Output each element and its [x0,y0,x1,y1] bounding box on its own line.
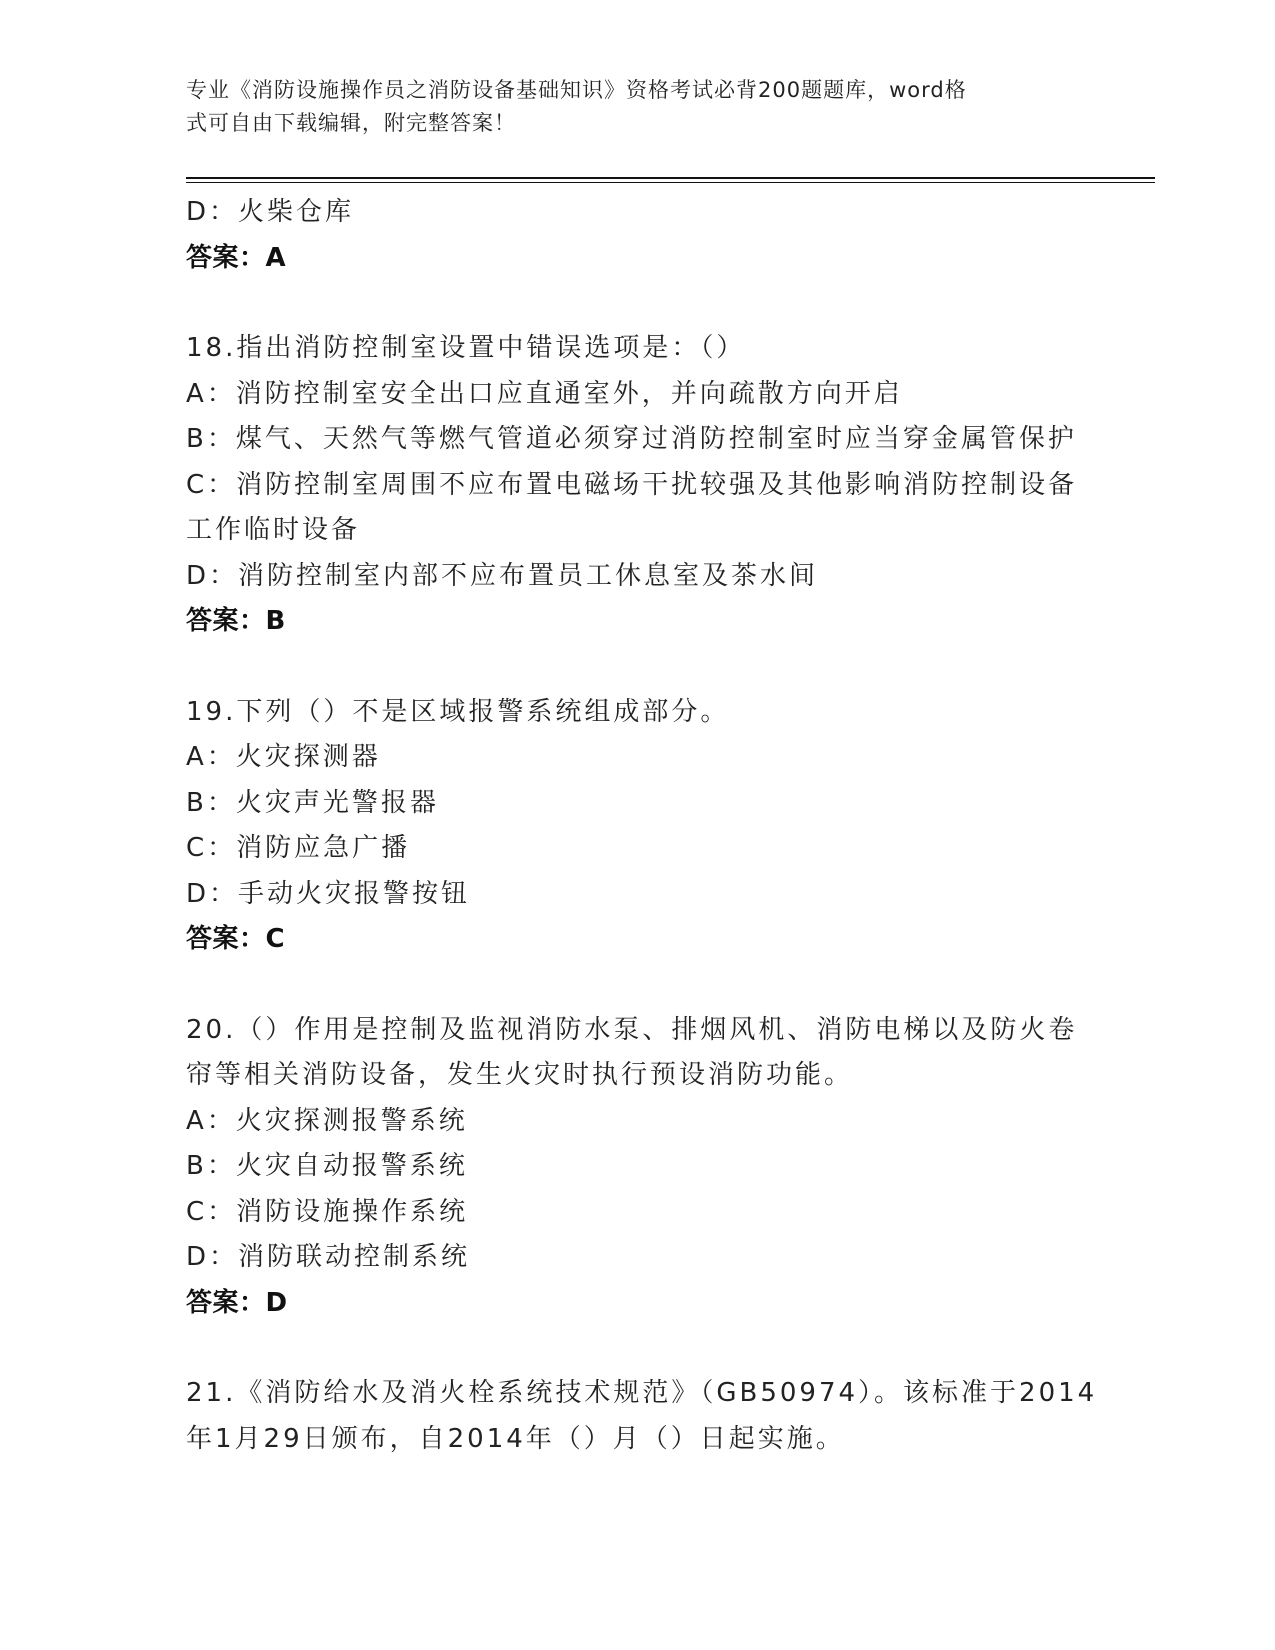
answer: 答案：C [186,924,286,954]
option-a: A：火灾探测器 [186,742,381,772]
question-18 [186,326,1086,645]
question-20 [186,1008,1086,1327]
answer: 答案：B [186,606,286,636]
option-b: B：火灾声光警报器 [186,787,439,818]
question-21 [186,1371,1098,1462]
answer: 答案：D [186,1287,288,1318]
option-d: D：消防联动控制系统 [186,1242,471,1272]
option-a: A：火灾探测报警系统 [186,1105,468,1136]
header-line-2: 式可自由下载编辑，附完整答案！ [186,111,516,135]
question-stem: 20.（）作用是控制及监视消防水泵、排烟风机、消防电梯以及防火卷 [186,1014,1078,1045]
option-d: D：手动火灾报警按钮 [186,878,471,909]
option-c: C：消防应急广播 [186,833,411,863]
option-d: D：火柴仓库 [186,197,355,227]
option-d: D：消防控制室内部不应布置员工休息室及茶水间 [186,560,819,591]
previous-question-tail [186,190,1086,281]
option-b: B：煤气、天然气等燃气管道必须穿过消防控制室时应当穿金属管保护 [186,424,1077,454]
option-c-continued: 工作临时设备 [186,515,361,545]
question-stem-continued: 年1月29日颁布，自2014年（）月（）日起实施。 [186,1423,845,1454]
question-19 [186,690,1086,963]
question-stem-continued: 帘等相关消防设备，发生火灾时执行预设消防功能。 [186,1060,854,1090]
spacer [186,1326,1086,1371]
spacer [186,645,1086,690]
option-c: C：消防控制室周围不应布置电磁场干扰较强及其他影响消防控制设备 [186,469,1078,500]
question-stem: 18.指出消防控制室设置中错误选项是：（） [186,333,746,363]
question-stem: 21.《消防给水及消火栓系统技术规范》（GB50974）。该标准于2014 [186,1378,1098,1408]
option-c: C：消防设施操作系统 [186,1196,469,1227]
spacer [186,281,1086,326]
question-content [186,190,1098,1462]
spacer [186,963,1086,1008]
document-header [186,74,1066,140]
header-divider-thick [186,177,1155,179]
option-a: A：消防控制室安全出口应直通室外，并向疏散方向开启 [186,378,903,409]
question-stem: 19.下列（）不是区域报警系统组成部分。 [186,696,730,727]
header-divider-thin [186,182,1155,183]
option-b: B：火灾自动报警系统 [186,1151,468,1181]
header-line-1: 专业《消防设施操作员之消防设备基础知识》资格考试必背200题题库，word格 [186,78,967,102]
answer: 答案：A [186,242,287,273]
